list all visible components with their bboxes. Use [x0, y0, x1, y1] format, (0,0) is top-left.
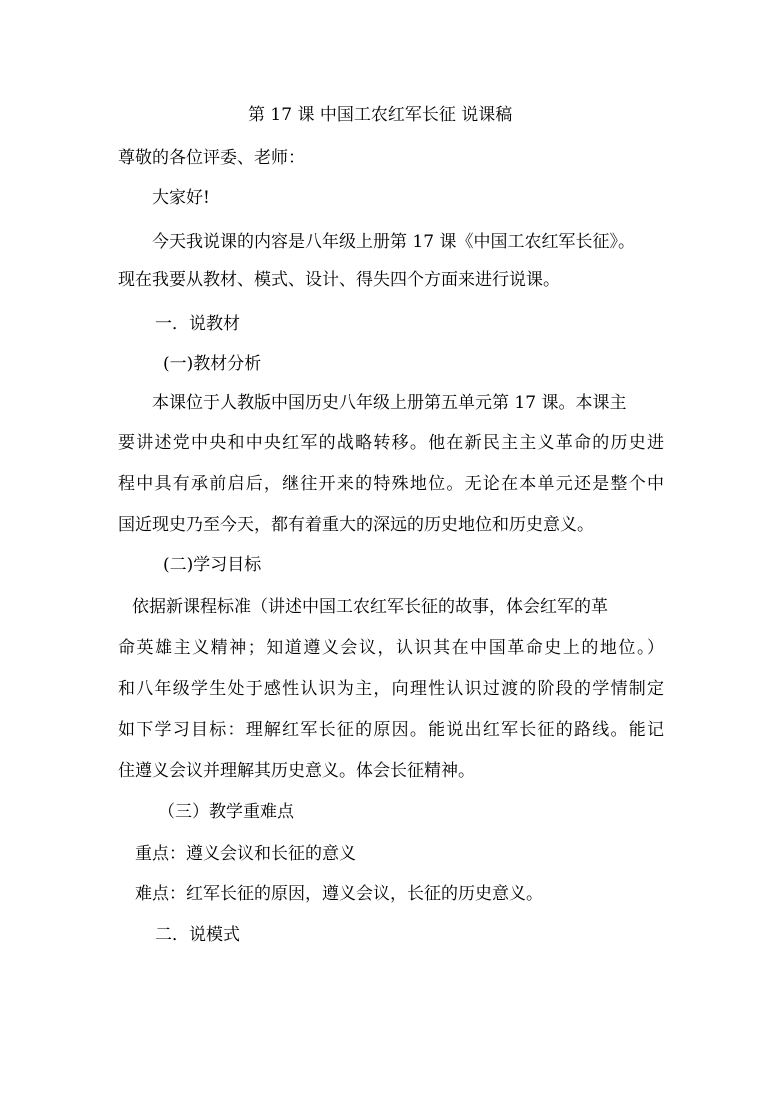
salutation: 尊敬的各位评委、老师： — [118, 148, 305, 168]
section-1-heading: 一．说教材 — [155, 314, 240, 334]
paragraph-line: 程中具有承前启后，继往开来的特殊地位。无论在本单元还是整个中 — [118, 474, 664, 494]
subsection-1-heading: (一)教材分析 — [163, 354, 262, 374]
section-2-heading: 二．说模式 — [155, 925, 240, 945]
paragraph-line: 命英雄主义精神；知道遵义会议，认识其在中国革命史上的地位。） — [118, 638, 664, 658]
key-point: 重点：遵义会议和长征的意义 — [135, 844, 356, 864]
intro-line-1: 今天我说课的内容是八年级上册第 17 课《中国工农红军长征》。 — [152, 232, 635, 252]
paragraph-line: 依据新课程标准（讲述中国工农红军长征的故事，体会红军的革 — [132, 597, 608, 617]
paragraph-line: 要讲述党中央和中央红军的战略转移。他在新民主主义革命的历史进 — [118, 433, 664, 453]
subsection-3-heading: （三）教学重难点 — [158, 802, 294, 822]
intro-line-2: 现在我要从教材、模式、设计、得失四个方面来进行说课。 — [118, 270, 560, 290]
paragraph-line: 本课位于人教版中国历史八年级上册第五单元第 17 课。本课主 — [152, 393, 627, 413]
paragraph-line: 如下学习目标：理解红军长征的原因。能说出红军长征的路线。能记 — [118, 720, 664, 740]
paragraph-line: 国近现史乃至今天，都有着重大的深远的历史地位和历史意义。 — [118, 515, 594, 535]
document-title: 第 17 课 中国工农红军长征 说课稿 — [248, 105, 513, 125]
greeting: 大家好! — [152, 188, 210, 208]
paragraph-line: 住遵义会议并理解其历史意义。体会长征精神。 — [118, 761, 475, 781]
paragraph-line: 和八年级学生处于感性认识为主，向理性认识过渡的阶段的学情制定 — [118, 679, 664, 699]
subsection-2-heading: (二)学习目标 — [163, 555, 262, 575]
difficult-point: 难点：红军长征的原因，遵义会议，长征的历史意义。 — [135, 884, 543, 904]
